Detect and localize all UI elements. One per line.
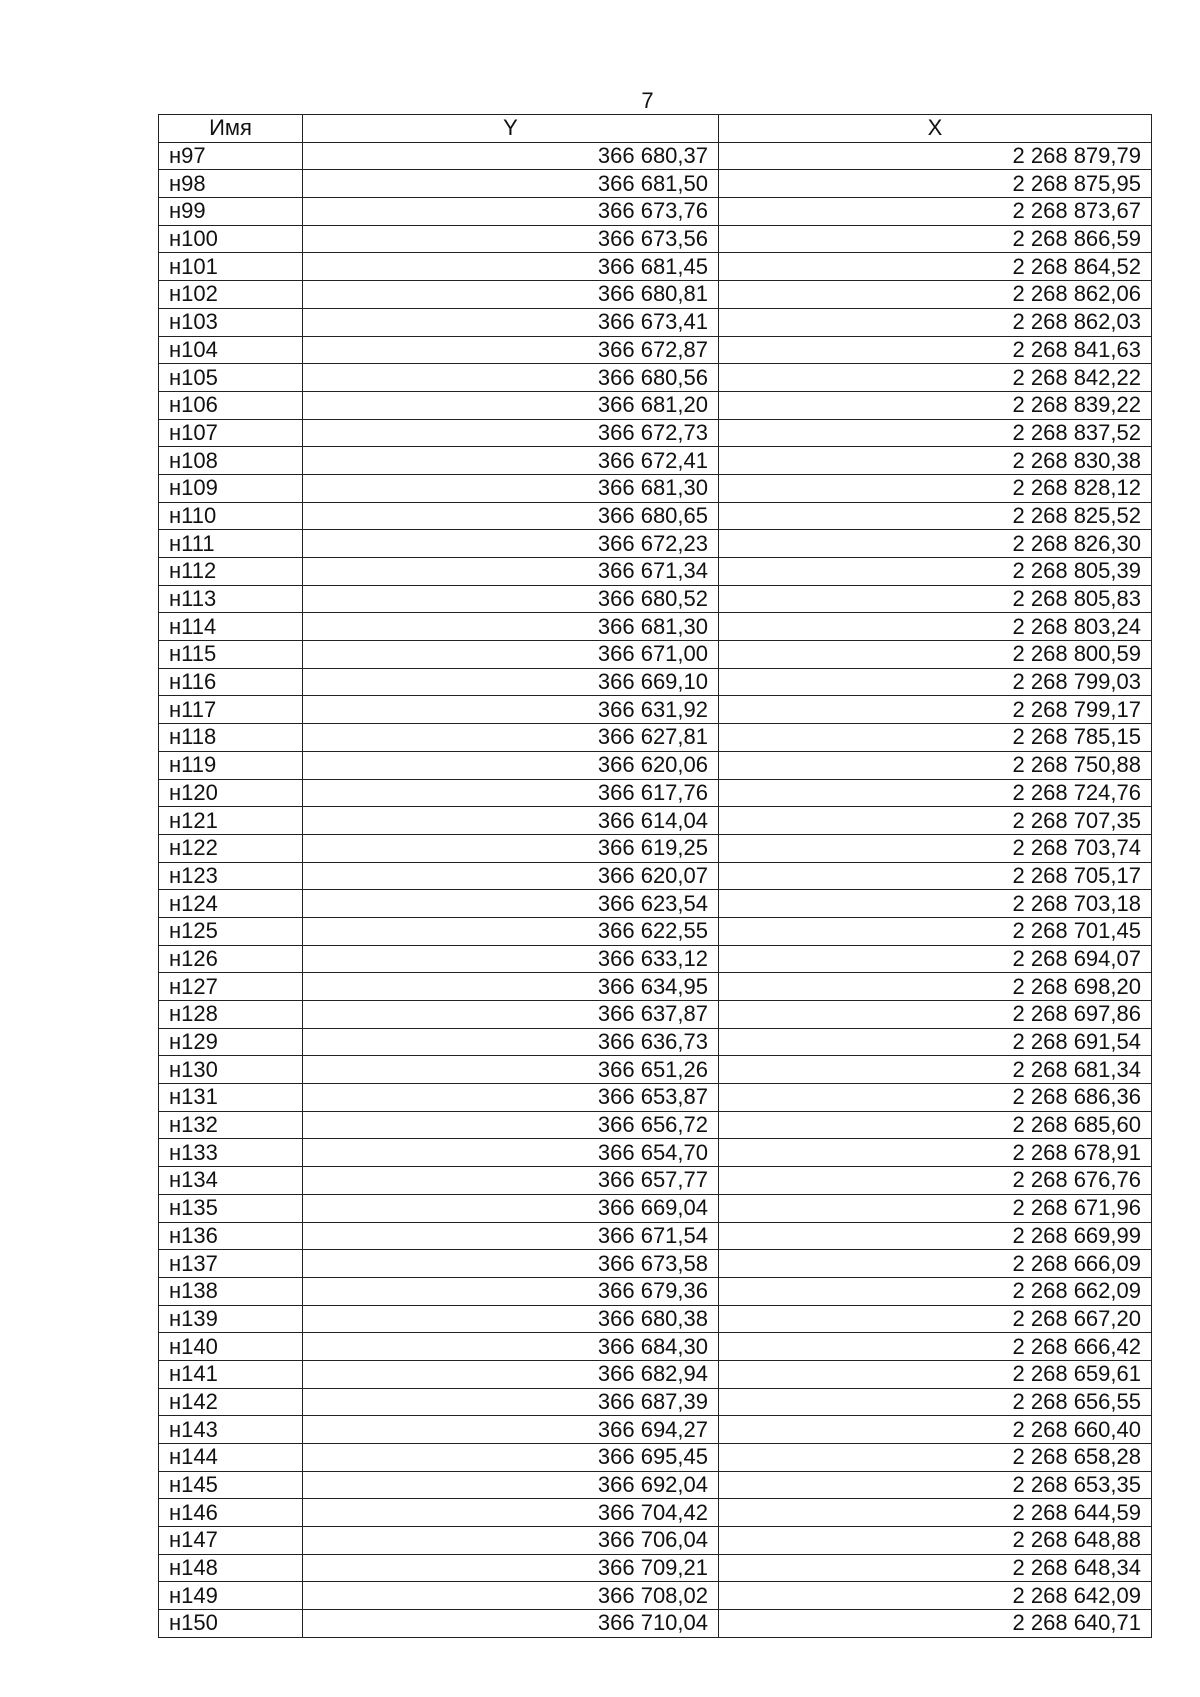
y-coordinate-cell: 366 673,41 [303,308,719,336]
table-row [159,530,1152,558]
x-coordinate-cell: 2 268 866,59 [719,225,1152,253]
point-name-cell: н100 [159,225,303,253]
x-coordinate-cell: 2 268 656,55 [719,1388,1152,1416]
y-coordinate-cell: 366 672,73 [303,419,719,447]
y-coordinate-cell: 366 672,87 [303,336,719,364]
table-row [159,807,1152,835]
y-coordinate-cell: 366 672,23 [303,530,719,558]
header-name: Имя [159,115,303,143]
point-name-cell: н142 [159,1388,303,1416]
table-row [159,1250,1152,1278]
point-name-cell: н132 [159,1111,303,1139]
y-coordinate-cell: 366 695,45 [303,1444,719,1472]
coordinates-table [158,114,1152,1638]
header-y: Y [303,115,719,143]
x-coordinate-cell: 2 268 826,30 [719,530,1152,558]
x-coordinate-cell: 2 268 697,86 [719,1001,1152,1029]
x-coordinate-cell: 2 268 837,52 [719,419,1152,447]
point-name-cell: н149 [159,1582,303,1610]
x-coordinate-cell: 2 268 724,76 [719,779,1152,807]
y-coordinate-cell: 366 636,73 [303,1028,719,1056]
y-coordinate-cell: 366 671,54 [303,1222,719,1250]
table-row [159,336,1152,364]
table-row [159,696,1152,724]
table-row [159,1444,1152,1472]
y-coordinate-cell: 366 651,26 [303,1056,719,1084]
x-coordinate-cell: 2 268 681,34 [719,1056,1152,1084]
table-row [159,945,1152,973]
x-coordinate-cell: 2 268 862,06 [719,281,1152,309]
y-coordinate-cell: 366 706,04 [303,1527,719,1555]
y-coordinate-cell: 366 669,04 [303,1194,719,1222]
point-name-cell: н127 [159,973,303,1001]
point-name-cell: н126 [159,945,303,973]
table-row [159,225,1152,253]
point-name-cell: н148 [159,1554,303,1582]
x-coordinate-cell: 2 268 805,39 [719,558,1152,586]
y-coordinate-cell: 366 680,65 [303,502,719,530]
y-coordinate-cell: 366 692,04 [303,1471,719,1499]
table-row [159,558,1152,586]
y-coordinate-cell: 366 694,27 [303,1416,719,1444]
point-name-cell: н121 [159,807,303,835]
point-name-cell: н113 [159,585,303,613]
table-row [159,1111,1152,1139]
y-coordinate-cell: 366 680,81 [303,281,719,309]
table-row [159,751,1152,779]
y-coordinate-cell: 366 657,77 [303,1167,719,1195]
table-row [159,391,1152,419]
point-name-cell: н106 [159,391,303,419]
y-coordinate-cell: 366 631,92 [303,696,719,724]
point-name-cell: н146 [159,1499,303,1527]
point-name-cell: н122 [159,834,303,862]
point-name-cell: н119 [159,751,303,779]
table-row [159,1471,1152,1499]
point-name-cell: н144 [159,1444,303,1472]
y-coordinate-cell: 366 672,41 [303,447,719,475]
point-name-cell: н123 [159,862,303,890]
x-coordinate-cell: 2 268 803,24 [719,613,1152,641]
table-row [159,1333,1152,1361]
point-name-cell: н108 [159,447,303,475]
point-name-cell: н109 [159,474,303,502]
x-coordinate-cell: 2 268 705,17 [719,862,1152,890]
point-name-cell: н105 [159,364,303,392]
y-coordinate-cell: 366 673,56 [303,225,719,253]
point-name-cell: н150 [159,1610,303,1638]
table-row [159,419,1152,447]
table-row [159,641,1152,669]
x-coordinate-cell: 2 268 800,59 [719,641,1152,669]
table-row [159,198,1152,226]
point-name-cell: н112 [159,558,303,586]
point-name-cell: н97 [159,142,303,170]
table-row [159,1360,1152,1388]
point-name-cell: н116 [159,668,303,696]
table-row [159,1139,1152,1167]
x-coordinate-cell: 2 268 750,88 [719,751,1152,779]
table-row [159,1416,1152,1444]
x-coordinate-cell: 2 268 648,34 [719,1554,1152,1582]
x-coordinate-cell: 2 268 666,09 [719,1250,1152,1278]
x-coordinate-cell: 2 268 667,20 [719,1305,1152,1333]
point-name-cell: н111 [159,530,303,558]
point-name-cell: н130 [159,1056,303,1084]
point-name-cell: н136 [159,1222,303,1250]
point-name-cell: н138 [159,1277,303,1305]
x-coordinate-cell: 2 268 707,35 [719,807,1152,835]
y-coordinate-cell: 366 620,06 [303,751,719,779]
x-coordinate-cell: 2 268 644,59 [719,1499,1152,1527]
x-coordinate-cell: 2 268 830,38 [719,447,1152,475]
x-coordinate-cell: 2 268 862,03 [719,308,1152,336]
table-body [159,142,1152,1637]
table-row [159,724,1152,752]
point-name-cell: н98 [159,170,303,198]
table-row [159,1194,1152,1222]
x-coordinate-cell: 2 268 658,28 [719,1444,1152,1472]
table-row [159,585,1152,613]
point-name-cell: н110 [159,502,303,530]
table-row [159,1277,1152,1305]
y-coordinate-cell: 366 617,76 [303,779,719,807]
point-name-cell: н99 [159,198,303,226]
point-name-cell: н147 [159,1527,303,1555]
y-coordinate-cell: 366 704,42 [303,1499,719,1527]
point-name-cell: н124 [159,890,303,918]
x-coordinate-cell: 2 268 864,52 [719,253,1152,281]
table-row [159,364,1152,392]
table-row [159,1554,1152,1582]
x-coordinate-cell: 2 268 825,52 [719,502,1152,530]
table-row [159,973,1152,1001]
x-coordinate-cell: 2 268 666,42 [719,1333,1152,1361]
point-name-cell: н139 [159,1305,303,1333]
y-coordinate-cell: 366 623,54 [303,890,719,918]
table-row [159,1056,1152,1084]
table-row [159,1167,1152,1195]
table-row [159,1001,1152,1029]
y-coordinate-cell: 366 710,04 [303,1610,719,1638]
y-coordinate-cell: 366 669,10 [303,668,719,696]
y-coordinate-cell: 366 671,00 [303,641,719,669]
x-coordinate-cell: 2 268 828,12 [719,474,1152,502]
table-row [159,779,1152,807]
y-coordinate-cell: 366 681,20 [303,391,719,419]
y-coordinate-cell: 366 673,76 [303,198,719,226]
point-name-cell: н145 [159,1471,303,1499]
x-coordinate-cell: 2 268 648,88 [719,1527,1152,1555]
x-coordinate-cell: 2 268 653,35 [719,1471,1152,1499]
x-coordinate-cell: 2 268 694,07 [719,945,1152,973]
point-name-cell: н115 [159,641,303,669]
table-row [159,1305,1152,1333]
x-coordinate-cell: 2 268 875,95 [719,170,1152,198]
x-coordinate-cell: 2 268 785,15 [719,724,1152,752]
y-coordinate-cell: 366 681,30 [303,474,719,502]
y-coordinate-cell: 366 679,36 [303,1277,719,1305]
y-coordinate-cell: 366 634,95 [303,973,719,1001]
point-name-cell: н104 [159,336,303,364]
point-name-cell: н101 [159,253,303,281]
x-coordinate-cell: 2 268 698,20 [719,973,1152,1001]
x-coordinate-cell: 2 268 799,03 [719,668,1152,696]
x-coordinate-cell: 2 268 669,99 [719,1222,1152,1250]
point-name-cell: н135 [159,1194,303,1222]
point-name-cell: н103 [159,308,303,336]
point-name-cell: н128 [159,1001,303,1029]
point-name-cell: н131 [159,1084,303,1112]
y-coordinate-cell: 366 654,70 [303,1139,719,1167]
table-row [159,1610,1152,1638]
table-row [159,613,1152,641]
y-coordinate-cell: 366 671,34 [303,558,719,586]
x-coordinate-cell: 2 268 839,22 [719,391,1152,419]
table-row [159,1527,1152,1555]
x-coordinate-cell: 2 268 703,18 [719,890,1152,918]
table-row [159,862,1152,890]
point-name-cell: н117 [159,696,303,724]
x-coordinate-cell: 2 268 841,63 [719,336,1152,364]
table-row [159,1499,1152,1527]
table-row [159,253,1152,281]
y-coordinate-cell: 366 684,30 [303,1333,719,1361]
x-coordinate-cell: 2 268 640,71 [719,1610,1152,1638]
y-coordinate-cell: 366 614,04 [303,807,719,835]
table-row [159,1028,1152,1056]
x-coordinate-cell: 2 268 805,83 [719,585,1152,613]
table-row [159,502,1152,530]
x-coordinate-cell: 2 268 685,60 [719,1111,1152,1139]
point-name-cell: н141 [159,1360,303,1388]
point-name-cell: н134 [159,1167,303,1195]
y-coordinate-cell: 366 656,72 [303,1111,719,1139]
y-coordinate-cell: 366 687,39 [303,1388,719,1416]
table-row [159,1582,1152,1610]
y-coordinate-cell: 366 627,81 [303,724,719,752]
x-coordinate-cell: 2 268 676,76 [719,1167,1152,1195]
x-coordinate-cell: 2 268 879,79 [719,142,1152,170]
y-coordinate-cell: 366 681,45 [303,253,719,281]
x-coordinate-cell: 2 268 703,74 [719,834,1152,862]
header-row [159,115,1152,143]
x-coordinate-cell: 2 268 671,96 [719,1194,1152,1222]
table-row [159,308,1152,336]
table-row [159,1222,1152,1250]
x-coordinate-cell: 2 268 799,17 [719,696,1152,724]
x-coordinate-cell: 2 268 873,67 [719,198,1152,226]
y-coordinate-cell: 366 680,37 [303,142,719,170]
y-coordinate-cell: 366 680,56 [303,364,719,392]
table-row [159,668,1152,696]
y-coordinate-cell: 366 708,02 [303,1582,719,1610]
table-row [159,1388,1152,1416]
y-coordinate-cell: 366 681,30 [303,613,719,641]
table-row [159,474,1152,502]
page-number: 7 [641,88,654,113]
x-coordinate-cell: 2 268 691,54 [719,1028,1152,1056]
point-name-cell: н102 [159,281,303,309]
y-coordinate-cell: 366 680,38 [303,1305,719,1333]
y-coordinate-cell: 366 673,58 [303,1250,719,1278]
point-name-cell: н107 [159,419,303,447]
point-name-cell: н120 [159,779,303,807]
y-coordinate-cell: 366 620,07 [303,862,719,890]
table-row [159,1084,1152,1112]
point-name-cell: н125 [159,917,303,945]
y-coordinate-cell: 366 682,94 [303,1360,719,1388]
point-name-cell: н118 [159,724,303,752]
point-name-cell: н133 [159,1139,303,1167]
point-name-cell: н143 [159,1416,303,1444]
y-coordinate-cell: 366 637,87 [303,1001,719,1029]
table-row [159,834,1152,862]
x-coordinate-cell: 2 268 660,40 [719,1416,1152,1444]
y-coordinate-cell: 366 680,52 [303,585,719,613]
x-coordinate-cell: 2 268 678,91 [719,1139,1152,1167]
table-header [159,115,1152,143]
x-coordinate-cell: 2 268 659,61 [719,1360,1152,1388]
table-row [159,890,1152,918]
x-coordinate-cell: 2 268 642,09 [719,1582,1152,1610]
table-row [159,170,1152,198]
x-coordinate-cell: 2 268 686,36 [719,1084,1152,1112]
table-row [159,281,1152,309]
y-coordinate-cell: 366 633,12 [303,945,719,973]
y-coordinate-cell: 366 622,55 [303,917,719,945]
y-coordinate-cell: 366 709,21 [303,1554,719,1582]
y-coordinate-cell: 366 681,50 [303,170,719,198]
table-row [159,447,1152,475]
point-name-cell: н137 [159,1250,303,1278]
table-row [159,917,1152,945]
point-name-cell: н114 [159,613,303,641]
x-coordinate-cell: 2 268 701,45 [719,917,1152,945]
table-row [159,142,1152,170]
y-coordinate-cell: 366 619,25 [303,834,719,862]
point-name-cell: н140 [159,1333,303,1361]
x-coordinate-cell: 2 268 842,22 [719,364,1152,392]
y-coordinate-cell: 366 653,87 [303,1084,719,1112]
point-name-cell: н129 [159,1028,303,1056]
x-coordinate-cell: 2 268 662,09 [719,1277,1152,1305]
header-x: X [719,115,1152,143]
